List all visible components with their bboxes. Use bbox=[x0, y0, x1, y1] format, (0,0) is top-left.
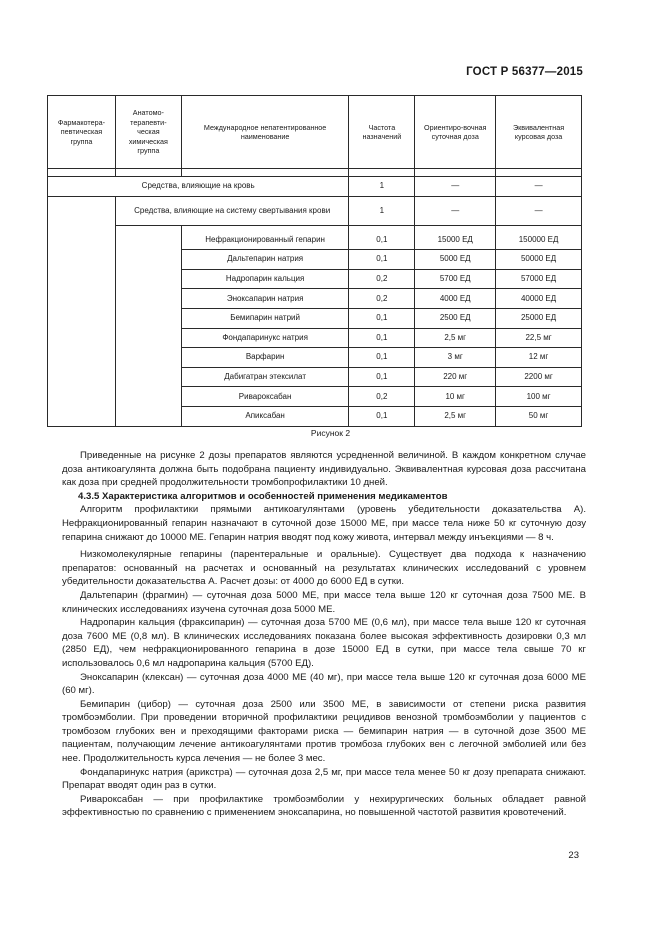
table-row-group2 bbox=[48, 196, 582, 225]
drug-daily: 15000 ЕД bbox=[415, 231, 496, 250]
drug-course: 22,5 мг bbox=[496, 328, 582, 348]
drug-daily: 220 мг bbox=[415, 367, 496, 387]
section-heading: 4.3.5 Характеристика алгоритмов и особенностей применения медикаментов bbox=[78, 490, 448, 502]
page-number: 23 bbox=[568, 850, 579, 861]
drug-course: 25000 ЕД bbox=[496, 308, 582, 328]
body-text bbox=[62, 449, 586, 820]
drug-freq: 0,1 bbox=[349, 367, 415, 387]
group2-name: Средства, влияющие на систему свертывания крови bbox=[115, 196, 349, 225]
paragraph: Алгоритм профилактики прямыми антикоагулянтами (уровень убедительности доказательства А). Нефракционированный гепарин назначают в суточной дозе 15000 МЕ, при массе тела ниже 50 кг суточную дозу гепарина снижают до 10000 МЕ. Гепарин натрия вводят под кожу живота, интервал между инъекциями — 8 ч. bbox=[62, 504, 586, 543]
drug-daily: 2,5 мг bbox=[415, 406, 496, 426]
drug-freq: 0,1 bbox=[349, 308, 415, 328]
header-atc-group: Анатомо-терапевти-ческая химическая группа bbox=[115, 96, 181, 169]
drug-daily: 10 мг bbox=[415, 387, 496, 407]
drug-name: Варфарин bbox=[181, 348, 349, 368]
drug-freq: 0,2 bbox=[349, 289, 415, 309]
drug-name: Дабигатран этексилат bbox=[181, 367, 349, 387]
group1-name: Средства, влияющие на кровь bbox=[48, 177, 349, 197]
paragraph: Низкомолекулярные гепарины (парентеральные и оральные). Существует два подхода к назначению препаратов: основанный на расчетах и основанный на результатах клинических исследований с уровнем убедительности доказательства А. Расчет дозы: от 4000 до 6000 ЕД в сутки. bbox=[62, 549, 586, 588]
drug-course: 12 мг bbox=[496, 348, 582, 368]
drug-freq: 0,2 bbox=[349, 269, 415, 289]
document-header: ГОСТ Р 56377—2015 bbox=[466, 66, 583, 78]
drug-daily: 5000 ЕД bbox=[415, 250, 496, 270]
drug-daily: 5700 ЕД bbox=[415, 269, 496, 289]
pharm-group-cell bbox=[48, 196, 116, 426]
drug-name: Фондапаринукс натрия bbox=[181, 328, 349, 348]
drug-name: Апиксабан bbox=[181, 406, 349, 426]
header-course-dose: Эквивалентная курсовая доза bbox=[496, 96, 582, 169]
drug-daily: 2,5 мг bbox=[415, 328, 496, 348]
drug-freq: 0,1 bbox=[349, 328, 415, 348]
drug-freq: 0,1 bbox=[349, 406, 415, 426]
drug-freq: 0,1 bbox=[349, 231, 415, 250]
drug-name: Дальтепарин натрия bbox=[181, 250, 349, 270]
paragraph: Бемипарин (цибор) — суточная доза 2500 или 3500 МЕ, в зависимости от степени риска развития тромбоэмболии. При проведении вторичной профилактики рецидивов венозной тромбоэмболии у пациентов с тромбозом глубоких вен и преходящими факторами риска — бемипарин натрия — в суточной дозе 3500 МЕ пациентам, получающим лечение антикоагулянтами против тромбоза глубоких вен с легочной эмболией или без нее. Продолжительность курса лечения — не более 3 мес. bbox=[62, 698, 586, 765]
header-frequency: Частота назначений bbox=[349, 96, 415, 169]
group1-freq: 1 bbox=[349, 177, 415, 197]
group2-course: — bbox=[496, 196, 582, 225]
drug-course: 40000 ЕД bbox=[496, 289, 582, 309]
drug-course: 57000 ЕД bbox=[496, 269, 582, 289]
drug-name: Бемипарин натрий bbox=[181, 308, 349, 328]
drug-daily: 4000 ЕД bbox=[415, 289, 496, 309]
atc-group-cell bbox=[115, 225, 181, 426]
drug-name: Надропарин кальция bbox=[181, 269, 349, 289]
group2-freq: 1 bbox=[349, 196, 415, 225]
group2-daily: — bbox=[415, 196, 496, 225]
group1-daily: — bbox=[415, 177, 496, 197]
header-daily-dose: Ориентиро-вочная суточная доза bbox=[415, 96, 496, 169]
paragraph: Эноксапарин (клексан) — суточная доза 4000 МЕ (40 мг), при массе тела выше 120 кг суточная доза 6000 МЕ (60 мг). bbox=[62, 671, 586, 697]
drug-name: Эноксапарин натрия bbox=[181, 289, 349, 309]
figure-caption: Рисунок 2 bbox=[310, 428, 351, 438]
drug-name: Нефракционированный гепарин bbox=[181, 231, 349, 250]
drug-daily: 2500 ЕД bbox=[415, 308, 496, 328]
group1-course: — bbox=[496, 177, 582, 197]
drug-course: 50000 ЕД bbox=[496, 250, 582, 270]
drug-freq: 0,2 bbox=[349, 387, 415, 407]
drug-daily: 3 мг bbox=[415, 348, 496, 368]
drug-table bbox=[47, 95, 582, 427]
table-header-row bbox=[48, 96, 582, 169]
header-inn: Международное непатентированное наименование bbox=[181, 96, 349, 169]
drug-course: 2200 мг bbox=[496, 367, 582, 387]
paragraph: Ривароксабан — при профилактике тромбоэмболии у нехирургических больных обладает равной эффективностью по сравнению с применением эноксапарина, но повышенной частотой развития кровотечений. bbox=[62, 793, 586, 819]
table-row-group1 bbox=[48, 177, 582, 197]
drug-course: 100 мг bbox=[496, 387, 582, 407]
drug-freq: 0,1 bbox=[349, 348, 415, 368]
paragraph: Приведенные на рисунке 2 дозы препаратов являются усредненной величиной. В каждом конкретном случае доза антикоагулянта должна быть подобрана пациенту индивидуально. Эквивалентная курсовая доза рассчитана как доза при средней продолжительности тромбопрофилактики 10 дней. bbox=[62, 450, 586, 489]
paragraph: Надропарин кальция (фраксипарин) — суточная доза 5700 МЕ (0,6 мл), при массе тела выше 120 кг суточная доза 7600 МЕ (0,8 мл). В клинических исследованиях показана более высокая эффективность дозировки 0,3 мл (2850 ЕД), чем нефракционированного гепарина в дозе 15000 ЕД в сутки, при массе тела свыше 70 кг использовалось 0,6 мл надропарина кальция (5700 ЕД). bbox=[62, 617, 586, 669]
paragraph: Фондапаринукс натрия (арикстра) — суточная доза 2,5 мг, при массе тела менее 50 кг дозу препарата снижают. Препарат вводят один раз в сутки. bbox=[62, 766, 586, 792]
spacer-row bbox=[48, 169, 582, 177]
drug-course: 50 мг bbox=[496, 406, 582, 426]
drug-name: Ривароксабан bbox=[181, 387, 349, 407]
paragraph: Дальтепарин (фрагмин) — суточная доза 5000 МЕ, при массе тела выше 120 кг суточная доза 7500 МЕ. В клинических исследованиях изучена суточная доза 5000 МЕ. bbox=[62, 589, 586, 615]
drug-freq: 0,1 bbox=[349, 250, 415, 270]
drug-course: 150000 ЕД bbox=[496, 231, 582, 250]
header-pharm-group: Фармакотера-певтическая группа bbox=[48, 96, 116, 169]
